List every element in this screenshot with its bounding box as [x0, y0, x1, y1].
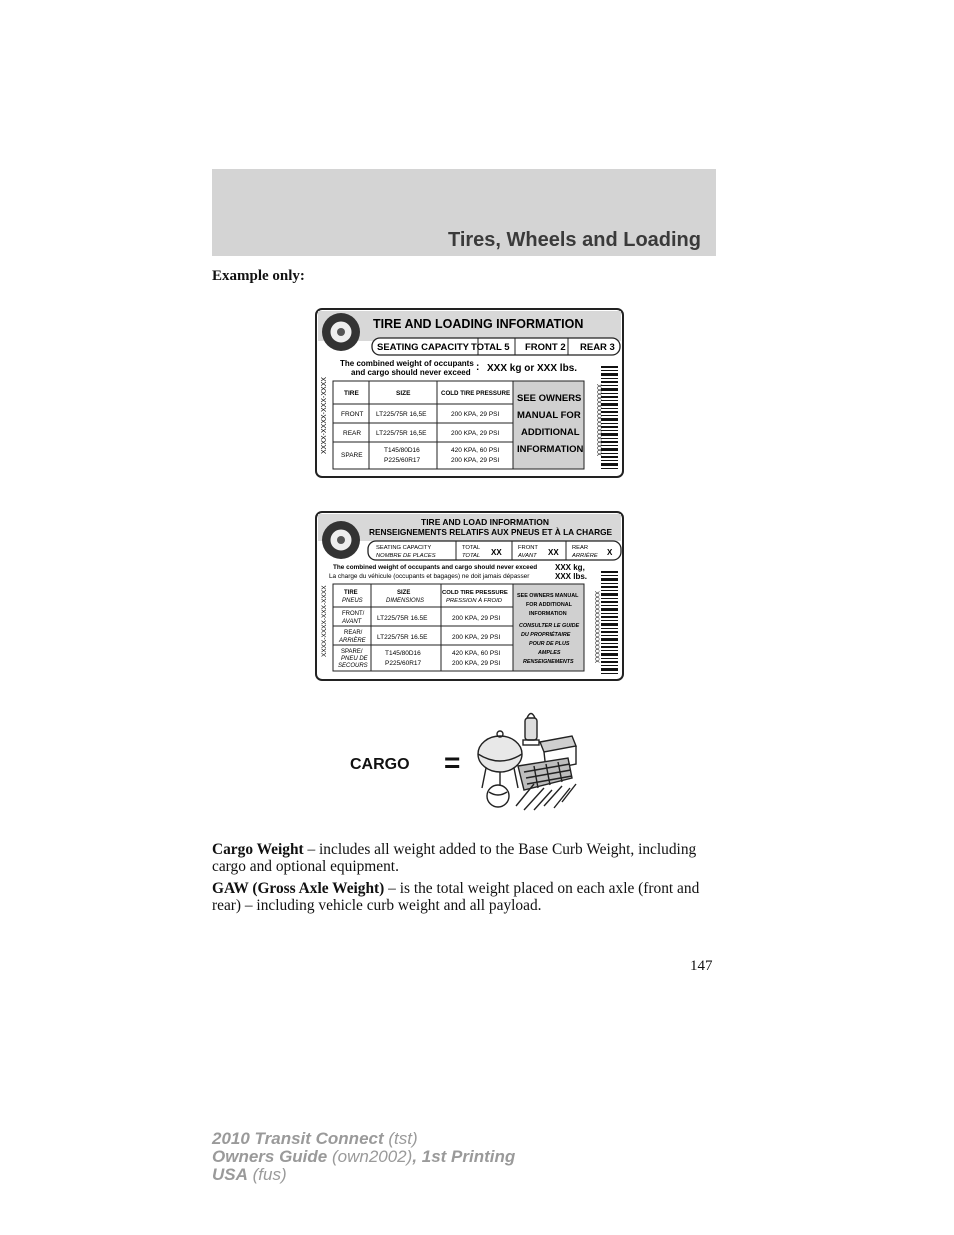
label2-total-fr: TOTAL	[462, 553, 481, 559]
label1-row-spare-size: T145/80D16	[384, 447, 420, 454]
label2-row-front-size: LT225/75R 16.5E	[377, 615, 428, 622]
label2-combined-fr: La charge du véhicule (occupants et bagages) ne doit jamais dépasser	[329, 573, 530, 580]
label1-seating: SEATING CAPACITY	[377, 342, 470, 353]
label1-row-rear-size: LT225/75R 16,5E	[376, 430, 427, 437]
label1-col-tire: TIRE	[344, 390, 359, 397]
tire-loading-label-english	[315, 308, 625, 479]
tire-icon	[322, 521, 360, 559]
label1-col-size: SIZE	[396, 390, 411, 397]
label1-colon: :	[476, 362, 480, 373]
example-label: Example only:	[212, 268, 305, 284]
footer-guide-code: (own2002)	[327, 1147, 413, 1166]
label2-title2: RENSEIGNEMENTS RELATIFS AUX PNEUS ET À LA CHARGE	[369, 527, 613, 537]
definition-gaw: – is the total weight placed on each axle (front and rear) – including vehicle curb weight and all payload.	[212, 880, 700, 914]
label2-row-rear-pressure: 200 KPA, 29 PSI	[452, 634, 501, 641]
label2-seating-en: SEATING CAPACITY	[376, 545, 432, 551]
label2-total-en: TOTAL	[462, 545, 481, 551]
label2-weight-1: XXX kg,	[555, 563, 585, 572]
label2-see-owners-5: DU PROPRIÉTAIRE	[521, 632, 571, 638]
label2-row-rear-size: LT225/75R 16.5E	[377, 634, 428, 641]
label1-see-owners-3: ADDITIONAL	[521, 427, 580, 438]
label2-rear-fr: ARRIÈRE	[572, 553, 598, 559]
label1-weight: XXX kg or XXX lbs.	[487, 363, 578, 374]
label2-rear-en: REAR	[572, 545, 589, 551]
label2-see-owners-8: RENSEIGNEMENTS	[523, 659, 574, 665]
footer-market-code: (fus)	[247, 1165, 287, 1184]
label2-row-spare-pressure: 420 KPA, 60 PSI	[452, 650, 501, 657]
section-title: Tires, Wheels and Loading	[447, 229, 701, 251]
footer-model: 2010 Transit Connect	[212, 1129, 384, 1148]
label1-combined-2: and cargo should never exceed	[351, 368, 471, 377]
footer-guide: Owners Guide	[212, 1147, 328, 1166]
label1-row-spare-tire: SPARE	[341, 452, 363, 459]
label1-row-rear-pressure: 200 KPA, 29 PSI	[451, 430, 500, 437]
label2-row-front-tire: FRONT/	[342, 611, 365, 617]
label2-row-spare-size: T145/80D16	[385, 650, 421, 657]
label1-row-front-pressure: 200 KPA, 29 PSI	[451, 411, 500, 418]
term-gaw: GAW (Gross Axle Weight)	[212, 880, 385, 897]
label2-weight-2: XXX lbs.	[555, 572, 588, 581]
label2-col-size-en: SIZE	[397, 590, 411, 596]
label2-see-owners-4: CONSULTER LE GUIDE	[519, 623, 580, 629]
page-number: 147	[690, 958, 713, 974]
label1-row-spare-pressure2: 200 KPA, 29 PSI	[451, 457, 500, 464]
label1-row-spare-size2: P225/60R17	[384, 457, 421, 464]
label2-col-pressure-en: COLD TIRE PRESSURE	[442, 590, 508, 596]
label2-row-front-pressure: 200 KPA, 29 PSI	[452, 615, 501, 622]
label2-combined-en: The combined weight of occupants and cargo should never exceed	[333, 564, 538, 571]
cargo-label: CARGO	[350, 756, 410, 773]
label2-col-tire-en: TIRE	[344, 590, 358, 596]
label2-see-owners-2: FOR ADDITIONAL	[526, 602, 572, 608]
label1-rear: REAR 3	[580, 342, 615, 353]
label2-row-spare-tire2: PNEU DE	[341, 656, 368, 662]
label1-title: TIRE AND LOADING INFORMATION	[373, 317, 584, 331]
label2-front-fr: AVANT	[518, 553, 537, 559]
label2-rear-val: X	[607, 548, 613, 557]
label1-side-code-right: XXXXXXXXXXXXXXXXXX	[595, 384, 601, 457]
label2-row-front-tire2: AVANT	[342, 619, 362, 625]
tire-icon	[322, 313, 360, 351]
footer-imprint	[212, 1130, 515, 1184]
label2-side-code-left: XXXX-XXXX-XXX-XXXX	[321, 585, 328, 657]
equals-sign: =	[444, 747, 461, 778]
definition-cargo-weight: – includes all weight added to the Base Curb Weight, including cargo and optional equipment.	[212, 841, 697, 875]
label2-col-tire-fr: PNEUS	[342, 598, 363, 604]
paragraph-gaw	[212, 880, 716, 914]
label1-col-pressure: COLD TIRE PRESSURE	[441, 390, 511, 397]
label2-col-pressure-fr: PRESSION À FROID	[446, 598, 502, 604]
label2-seating-fr: NOMBRE DE PLACES	[376, 553, 436, 559]
label2-see-owners-6: POUR DE PLUS	[529, 641, 570, 647]
label1-see-owners-4: INFORMATION	[517, 444, 584, 455]
label2-col-size-fr: DIMENSIONS	[386, 598, 425, 604]
label1-row-spare-pressure: 420 KPA, 60 PSI	[451, 447, 500, 454]
label2-front-en: FRONT	[518, 545, 538, 551]
label1-total: TOTAL 5	[471, 342, 510, 353]
label1-combined-1: The combined weight of occupants	[340, 359, 474, 368]
label2-see-owners-7: AMPLES	[538, 650, 561, 656]
paragraph-cargo-weight	[212, 841, 716, 875]
footer-printing: , 1st Printing	[412, 1147, 516, 1166]
label1-see-owners-1: SEE OWNERS	[517, 393, 582, 404]
label2-front-val: XX	[548, 548, 559, 557]
label1-front: FRONT 2	[525, 342, 566, 353]
tire-loading-label-bilingual	[315, 511, 625, 682]
label2-row-rear-tire2: ARRIÈRE	[339, 638, 366, 644]
label1-row-front-tire: FRONT	[341, 411, 364, 418]
footer-model-code: (tst)	[383, 1129, 418, 1148]
label2-row-spare-size2: P225/60R17	[385, 660, 422, 667]
cargo-items-illustration	[472, 706, 582, 816]
label2-row-spare-pressure2: 200 KPA, 29 PSI	[452, 660, 501, 667]
label2-side-code-right: XXXXXXXXXXXXXXXXXX	[593, 591, 599, 664]
label1-row-front-size: LT225/75R 16,5E	[376, 411, 427, 418]
label1-row-rear-tire: REAR	[343, 430, 362, 437]
label2-row-spare-tire: SPARE/	[341, 649, 363, 655]
label1-side-code-left: XXXX-XXXX-XXX-XXXX	[321, 376, 328, 454]
label2-see-owners-1: SEE OWNERS MANUAL	[517, 593, 579, 599]
label2-see-owners-3: INFORMATION	[529, 611, 567, 617]
term-cargo-weight: Cargo Weight	[212, 841, 304, 858]
label2-row-rear-tire: REAR/	[344, 630, 363, 636]
section-header-band	[212, 169, 716, 256]
label1-see-owners-2: MANUAL FOR	[517, 410, 581, 421]
label2-total-val: XX	[491, 548, 502, 557]
label2-row-spare-tire3: SECOURS	[338, 663, 368, 669]
label2-title1: TIRE AND LOAD INFORMATION	[421, 517, 549, 527]
footer-market: USA	[212, 1165, 248, 1184]
